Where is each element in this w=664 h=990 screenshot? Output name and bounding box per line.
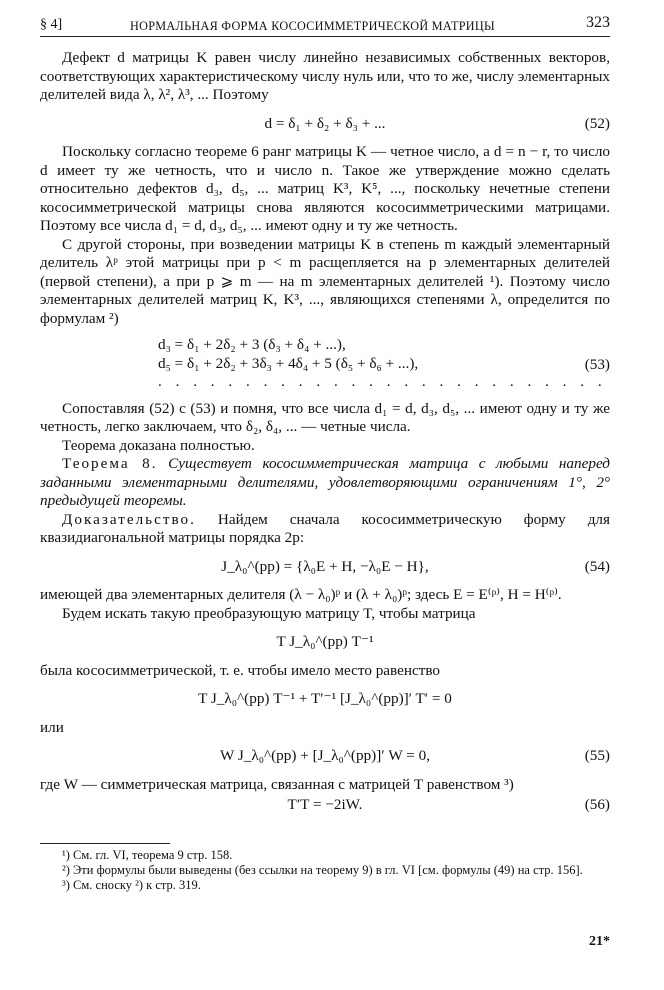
equation-54-number: (54) <box>584 557 610 575</box>
running-header <box>40 14 610 37</box>
paragraph-or: или <box>40 718 64 736</box>
proof <box>40 511 610 548</box>
paragraph-transform: Будем искать такую преобразующую матрицу T, чтобы матрица <box>62 604 476 622</box>
page <box>40 14 610 893</box>
paragraph-compare: Сопоставляя (52) с (53) и помня, что все числа d₁ = d, d₃, d₅, ... имеют одну и ту же четность, легко заключаем, что δ₂, δ₄, ... — четные числа. <box>40 399 610 435</box>
paragraph-parity: Поскольку согласно теореме 6 ранг матрицы K — четное число, а d = n − r, то число d имеет ту же четность, что и число n. Такое же утверждение можно сделать относительно дефектов d₃, d₅, ... матриц K³, K⁵, ..., поскольку нечетные степени кососимметрической матрицы снова являются кососимметрическими матрицами. Поэтому все числа d₁ = d, d₃, d₅, ... имеют одну и ту же четность. <box>40 143 610 234</box>
printer-signature: 21* <box>589 934 610 949</box>
equation-54-body: J_λ₀^(pp) = {λ₀E + H, −λ₀E − H}, <box>221 557 429 575</box>
equation-56-body: T′T = −2iW. <box>287 796 363 813</box>
footnote-3: ³) См. сноску ²) к стр. 319. <box>62 877 201 892</box>
paragraph-powers: С другой стороны, при возведении матрицы K в степень m каждый элементарный делитель λᵖ этой матрицы при p < m расщепляется на p элементарных делителей (первой степени), а при p ⩾ m — на m элементарных делителей ¹). Поэтому число элементарных делителей матриц K, K³, ..., являющихся степенями λ, определится по формулам ²) <box>40 235 610 327</box>
theorem-text: Существует кососимметрическая матрица с любыми наперед заданными элементарными делителями, удовлетворяющими ограничениям 1°, 2° предыдущей теоремы. <box>40 455 610 509</box>
equation-56 <box>40 796 610 815</box>
paragraph-symmetric: где W — симметрическая матрица, связанная с матрицей T равенством ³) <box>40 775 514 793</box>
theorem-8 <box>40 455 610 511</box>
equation-55-body: W J_λ₀^(pp) + [J_λ₀^(pp)]′ W = 0, <box>219 747 431 764</box>
header-title: НОРМАЛЬНАЯ ФОРМА КОСОСИММЕТРИЧЕСКОЙ МАТРИЦЫ <box>130 19 495 33</box>
paragraph-divisors: имеющей два элементарных делителя (λ − λ₀)ᵖ и (λ + λ₀)ᵖ; здесь E = E⁽ᵖ⁾, H = H⁽ᵖ⁾. <box>40 586 562 603</box>
equation-55 <box>40 747 610 766</box>
equation-54 <box>40 558 610 577</box>
equation-53 <box>40 336 610 392</box>
paragraph-defect: Дефект d матрицы K равен числу линейно независимых собственных векторов, соответствующих характеристическому числу нуль или, что то же, числу элементарных делителей вида λ, λ², λ³, ... Поэтому <box>40 49 610 103</box>
equation-53-line-2: d₅ = δ₁ + 2δ₂ + 3δ₃ + 4δ₄ + 5 (δ₅ + δ₆ + ...), <box>158 354 419 372</box>
equation-53-number: (53) <box>584 356 610 373</box>
section-marker: § 4] <box>40 17 63 32</box>
footnote-divider <box>40 843 170 844</box>
equation-tjt-body: T J_λ₀^(pp) T⁻¹ <box>276 633 374 650</box>
equation-56-number: (56) <box>584 796 610 813</box>
footnote-2: ²) Эти формулы были выведены (без ссылки на теорему 9) в гл. VI [см. формулы (49) на стр. 156]. <box>62 862 583 877</box>
equation-52-number: (52) <box>584 114 610 132</box>
equation-52-body: d = δ₁ + δ₂ + δ₃ + ... <box>264 114 386 132</box>
equation-tjt <box>40 633 610 652</box>
equation-52 <box>40 115 610 134</box>
equation-53-line-1: d₃ = δ₁ + 2δ₂ + 3 (δ₃ + δ₄ + ...), <box>158 336 346 353</box>
footnote-1: ¹) См. гл. VI, теорема 9 стр. 158. <box>62 847 233 862</box>
proof-text: Найдем сначала кососимметрическую форму для квазидиагональной матрицы порядка 2p: <box>40 510 610 546</box>
equation-equality-body: T J_λ₀^(pp) T⁻¹ + T′⁻¹ [J_λ₀^(pp)]′ T′ = 0 <box>198 690 452 707</box>
paragraph-proved: Теорема доказана полностью. <box>62 436 255 454</box>
equation-53-dots: . . . . . . . . . . . . . . . . . . . . . . . . . . <box>158 373 607 390</box>
page-number: 323 <box>586 14 610 31</box>
theorem-label: Теорема 8. <box>62 455 158 472</box>
equation-55-number: (55) <box>584 747 610 764</box>
proof-label: Доказательство. <box>62 510 196 528</box>
equation-equality <box>40 690 610 709</box>
paragraph-skew: была кососимметрической, т. е. чтобы имело место равенство <box>40 661 441 679</box>
